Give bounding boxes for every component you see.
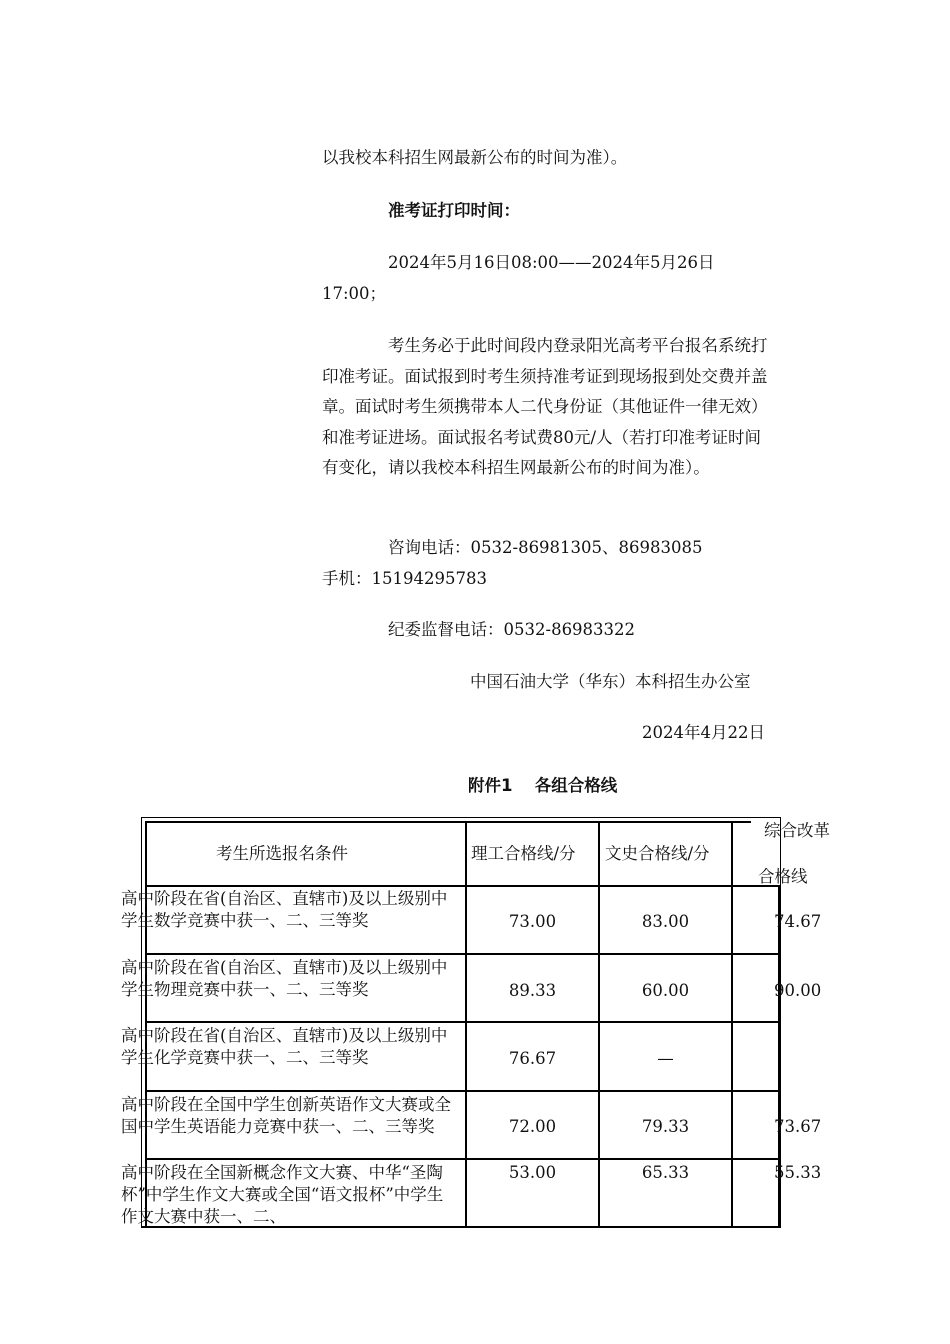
annex-title: 附件1 各组合格线 (468, 776, 618, 795)
document-date: 2024年4月22日 (642, 723, 765, 742)
table-cell-science: 89.33 (508, 981, 557, 1000)
notice-paragraph: 考生务必于此时间段内登录阳光高考平台报名系统打印准考证。面试报到时考生须持准考证到现场报到处交费并盖章。面试时考生须携带本人二代身份证（其他证件一律无效）和准考证进场。面试报名考试费80元/人（若打印准考证时间有变化，请以我校本科招生网最新公布的时间为准）。 (322, 336, 768, 477)
table-cell-science: 76.67 (508, 1049, 557, 1068)
header-comprehensive-line: 合格线 (758, 867, 808, 886)
row-divider (145, 885, 779, 887)
row-divider (145, 953, 779, 955)
table-cell-arts: — (657, 1049, 674, 1068)
table-cell-science: 73.00 (508, 912, 557, 931)
table-row-condition: 高中阶段在全国中学生创新英语作文大赛或全国中学生英语能力竞赛中获一、二、三等奖 (121, 1095, 451, 1136)
table-cell-arts: 83.00 (641, 912, 690, 931)
table-cell-comprehensive: 55.33 (774, 1163, 822, 1182)
continued-line: 以我校本科招生网最新公布的时间为准）。 (322, 148, 628, 167)
table-cell-comprehensive: 90.00 (774, 981, 822, 1000)
table-cell-science: 53.00 (508, 1163, 557, 1182)
row-divider (145, 1090, 779, 1092)
table-row-condition: 高中阶段在省(自治区、直辖市)及以上级别中学生化学竞赛中获一、二、三等奖 (121, 1026, 448, 1067)
table-row-condition: 高中阶段在省(自治区、直辖市)及以上级别中学生数学竞赛中获一、二、三等奖 (121, 889, 448, 930)
header-science: 理工合格线/分 (471, 844, 576, 863)
contact-line: 咨询电话：0532-86981305、86983085 手机：15194295783 (322, 538, 736, 588)
column-divider (731, 821, 733, 1226)
table-cell-comprehensive: 73.67 (774, 1117, 822, 1136)
table-cell-arts: 60.00 (641, 981, 690, 1000)
header-comprehensive: 综合改革 (764, 821, 830, 840)
print-time-heading: 准考证打印时间： (388, 201, 520, 220)
table-row-condition: 高中阶段在全国新概念作文大赛、中华“圣陶杯”中学生作文大赛或全国“语文报杯”中学生作文大赛中获一、二、 (121, 1163, 444, 1226)
table-cell-arts: 79.33 (641, 1117, 690, 1136)
table-border (145, 821, 751, 823)
table-row-condition: 高中阶段在省(自治区、直辖市)及以上级别中学生物理竞赛中获一、二、三等奖 (121, 958, 448, 999)
row-divider (145, 1158, 779, 1160)
table-border (141, 817, 781, 818)
row-divider (145, 1021, 779, 1023)
office-signature: 中国石油大学（华东）本科招生办公室 (470, 672, 751, 691)
table-cell-arts: 65.33 (641, 1163, 690, 1182)
table-cell-comprehensive: 74.67 (774, 912, 822, 931)
supervision-phone: 纪委监督电话：0532-86983322 (388, 620, 636, 639)
table-cell-science: 72.00 (508, 1117, 557, 1136)
header-condition: 考生所选报名条件 (216, 844, 348, 863)
print-time-range: 2024年5月16日08:00——2024年5月26日17:00； (322, 253, 715, 303)
header-arts: 文史合格线/分 (605, 844, 710, 863)
